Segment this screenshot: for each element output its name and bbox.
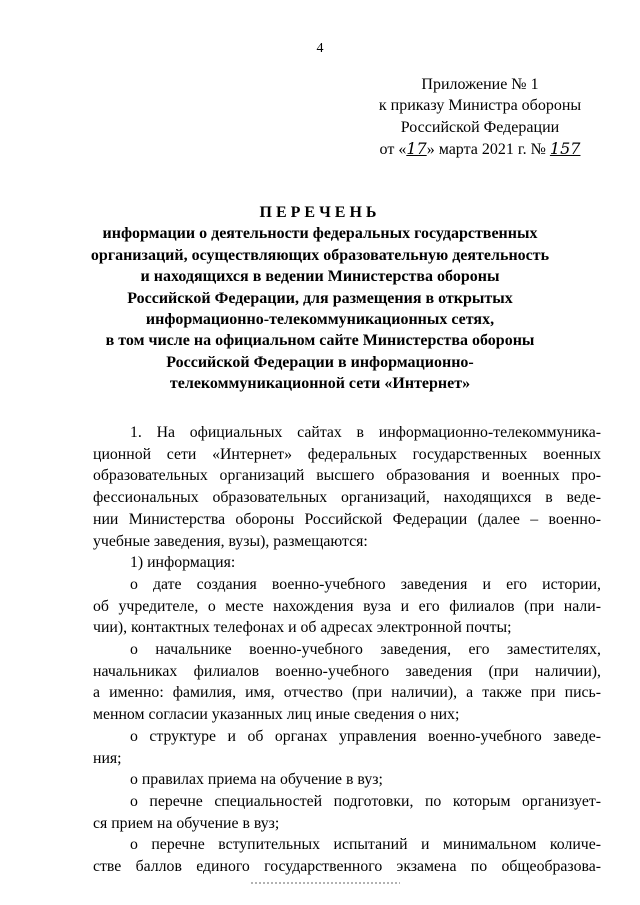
body-line: начальниках филиалов военно-учебного заведения (при наличии), [93, 662, 601, 680]
body-text [93, 422, 601, 878]
appendix-line-3: Российской Федерации [400, 118, 560, 136]
body-line: стве баллов единого государственного экзамена по общеобразова- [93, 858, 601, 876]
body-line: а именно: фамилия, имя, отчество (при наличии), а также при пись- [93, 684, 601, 702]
appendix-line-1: Приложение № 1 [421, 76, 539, 93]
title-line: информационно-телекоммуникационных сетях, [145, 311, 495, 329]
appendix-date-line [360, 138, 600, 160]
title-line: информации о деятельности федеральных государственных [102, 225, 538, 243]
body-line: менном согласии указанных лиц иные сведения о них; [93, 706, 460, 724]
body-line: 1. На официальных сайтах в информационно-телекоммуника- [130, 424, 601, 441]
body-line: о структуре и об органах управления военно-учебного заведе- [130, 727, 601, 745]
title-heading: ПЕРЕЧЕНЬ [259, 204, 381, 221]
body-line: чии), контактных телефонах и об адресах электронной почты; [93, 619, 512, 637]
handwritten-order-number: 157 [549, 138, 581, 158]
scan-dotted-mark [250, 881, 400, 885]
title-line: телекоммуникационной сети «Интернет» [169, 375, 471, 393]
appendix-header [360, 74, 600, 160]
title-line: и находящихся в ведении Министерства обороны [140, 268, 500, 286]
date-prefix: от « [379, 140, 407, 158]
title-line: Российской Федерации в информационно- [166, 353, 474, 371]
body-line: образовательных организаций высшего образования и военных про- [93, 467, 601, 485]
body-line: о начальнике военно-учебного заведения, его заместителях, [130, 641, 601, 659]
body-line: учебные заведения, вузы), размещаются: [93, 532, 368, 550]
title-line: Российской Федерации, для размещения в открытых [127, 289, 513, 307]
body-line: ционной сети «Интернет» федеральных государственных военных [93, 445, 601, 463]
date-middle: » марта 2021 г. № [426, 140, 550, 158]
handwritten-day: 17 [406, 138, 427, 158]
body-line: о перечне специальностей подготовки, по которым организует- [130, 792, 601, 810]
body-line: о перечне вступительных испытаний и минимальном количе- [130, 836, 601, 854]
body-line: о правилах приема на обучение в вуз; [130, 771, 383, 789]
body-line: фессиональных образовательных организаций, находящихся в веде- [93, 489, 601, 507]
body-line: 1) информация: [130, 554, 236, 572]
body-line: ния; [93, 749, 122, 767]
title-line: в том числе на официальном сайте Министерства обороны [105, 332, 535, 350]
appendix-line-2: к приказу Министра обороны [378, 97, 582, 115]
page-number: 4 [316, 41, 324, 56]
body-line: нии Министерства обороны Российской Федерации (далее – военно- [93, 510, 601, 528]
document-title [0, 202, 640, 395]
body-line: о дате создания военно-учебного заведения и его истории, [130, 575, 601, 593]
body-line: ся прием на обучение в вуз; [93, 814, 280, 832]
title-line: организаций, осуществляющих образовательную деятельность [90, 246, 550, 264]
body-line: об учредителе, о месте нахождения вуза и его филиалов (при нали- [93, 597, 601, 615]
